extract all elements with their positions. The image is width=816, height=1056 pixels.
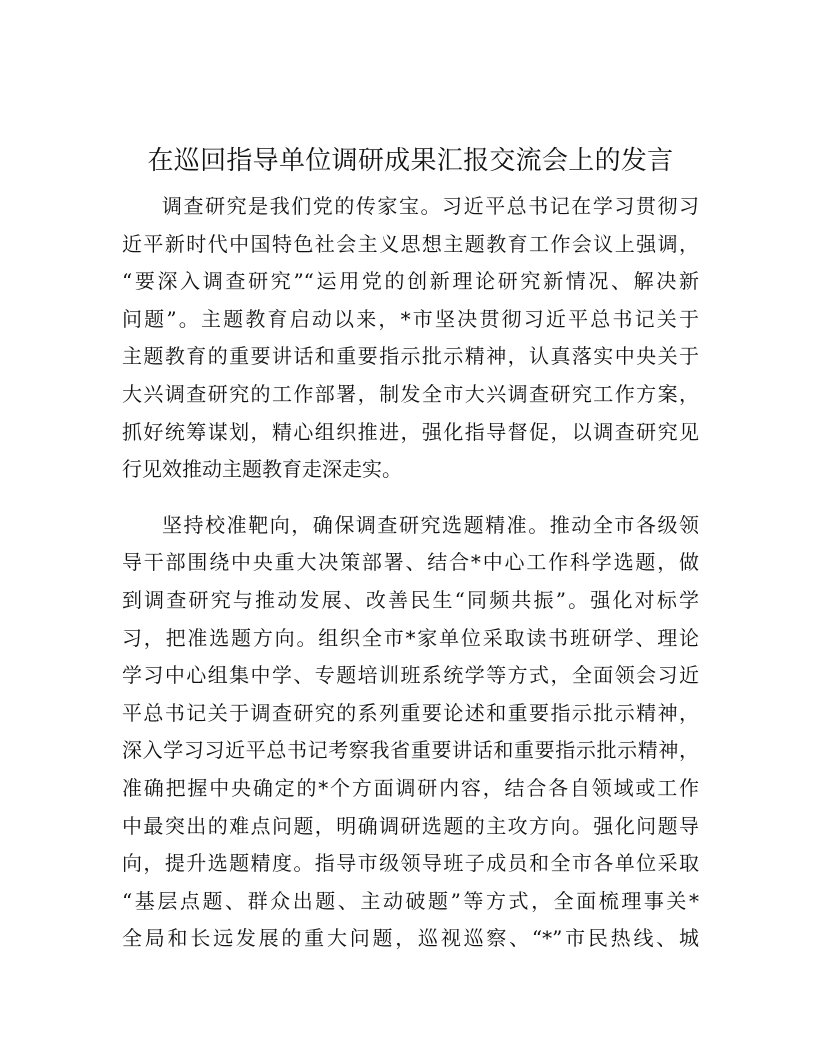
text-line: 向，提升选题精度。指导市级领导班子成员和全市各单位采取 (122, 851, 699, 876)
text-line: 大兴调查研究的工作部署，制发全市大兴调查研究工作方案， (122, 381, 699, 406)
paragraph-spacer (122, 489, 699, 507)
text-line: “基层点题、群众出题、主动破题”等方式，全面梳理事关* (122, 888, 699, 913)
text-line: 到调查研究与推动发展、改善民生“同频共振”。强化对标学 (122, 587, 699, 612)
text-line: 抓好统筹谋划，精心组织推进，强化指导督促，以调查研究见 (122, 419, 699, 444)
text-line: “要深入调查研究”“运用党的创新理论研究新情况、解决新 (122, 269, 699, 294)
text-line: 准确把握中央确定的*个方面调研内容，结合各自领域或工作 (122, 775, 699, 800)
text-line: 问题”。主题教育启动以来，*市坚决贯彻习近平总书记关于 (122, 306, 699, 331)
document-title: 在巡回指导单位调研成果汇报交流会上的发言 (147, 146, 674, 176)
text-line: 中最突出的难点问题，明确调研选题的主攻方向。强化问题导 (122, 813, 699, 838)
text-line: 行见效推动主题教育走深走实。 (122, 457, 402, 482)
text-line: 导干部围绕中央重大决策部署、结合*中心工作科学选题，做 (122, 550, 699, 575)
text-line: 主题教育的重要讲话和重要指示批示精神，认真落实中央关于 (122, 344, 699, 369)
text-line: 调查研究是我们党的传家宝。习近平总书记在学习贯彻习 (162, 194, 699, 218)
document-body (122, 140, 699, 958)
text-line: 坚持校准靶向，确保调查研究选题精准。推动全市各级领 (162, 512, 699, 537)
text-line: 习，把准选题方向。组织全市*家单位采取读书班研学、理论 (122, 625, 699, 650)
text-line: 近平新时代中国特色社会主义思想主题教育工作会议上强调， (122, 231, 699, 256)
text-line: 平总书记关于调查研究的系列重要论述和重要指示批示精神， (122, 700, 699, 725)
text-line: 深入学习习近平总书记考察我省重要讲话和重要指示批示精神， (122, 738, 699, 763)
paragraph-intro (122, 188, 699, 489)
text-line: 全局和长远发展的重大问题，巡视巡察、“*”市民热线、城 (122, 926, 699, 951)
text-line: 学习中心组集中学、专题培训班系统学等方式，全面领会习近 (122, 663, 699, 688)
paragraph-targeting (122, 507, 699, 958)
